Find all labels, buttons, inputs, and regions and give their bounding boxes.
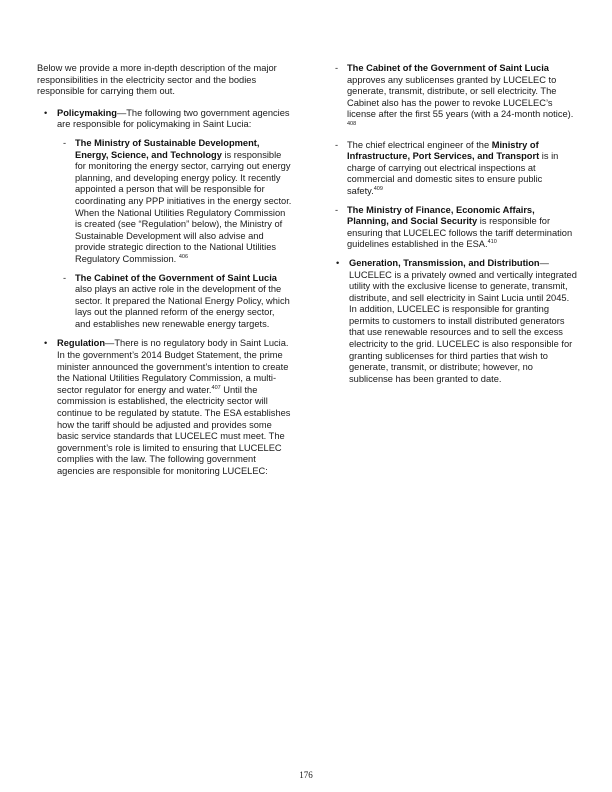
agency-name: The Ministry of Sustainable Development, Energy, Science, and Technology (75, 137, 260, 160)
intro-paragraph: Below we provide a more in-depth description of the major responsibilities in the electricity sector and the bodies responsible for carrying them out. (37, 63, 277, 97)
agency-text: is responsible for ensuring that LUCELEC follows the tariff determination guidelines established in the ESA. (347, 216, 573, 250)
regulation-text-continued: Until the commission is established, the electricity sector will continue to be regulated by statute. The ESA establishes how the tariff should be adjusted and provides some basic service standards that LUCELEC must meet. The government’s role is limited to ensuring that LUCELEC complies with the law. The following government agencies are responsible for monitoring LUCELEC: (57, 384, 291, 476)
agency-name: The Cabinet of the Government of Saint Lucia (347, 63, 549, 73)
agency-item (329, 140, 579, 198)
generation-heading: Generation, Transmission, and Distribution (349, 257, 540, 268)
policymaking-item (37, 108, 292, 331)
agency-text: is responsible for monitoring the energy sector, carrying out energy planning, and developing energy policy. It recently appointed a person that will be responsible for coordinating any PPP initiatives in the energy sector. When the National Utilities Regulatory Commission is created (see “Regulation” below), the Ministry of Sustainable Development will also advise and provide strategic direction to the National Utilities Regulatory Commission. (75, 149, 292, 264)
dash-icon: - (335, 204, 339, 215)
policymaking-text: —The following two government agencies are responsible for policymaking in Saint Lucia: (57, 107, 290, 130)
bullet-icon: • (336, 257, 340, 268)
agency-text: also plays an active role in the development of the sector. It prepared the National Energy Policy, which lays out the planned reform of the energy sector, and establishes new renewable energy targets. (75, 284, 290, 329)
footnote-ref: 410 (487, 239, 497, 246)
agency-name: The Ministry of Finance, Economic Affairs, Planning, and Social Security (347, 204, 535, 227)
generation-item (329, 258, 579, 386)
dash-icon: - (335, 139, 339, 150)
dash-icon: - (335, 63, 339, 73)
agency-item (329, 63, 579, 133)
responsibilities-list-continued (329, 258, 579, 386)
generation-text: —LUCELEC is a privately owned and vertically integrated utility with the exclusive license to generate, transmit, distribute, and sell electricity in Saint Lucia until 2045. In addition, LUCELEC is responsible for granting permits to customers to install distributed generators that use renewable resources and to sell the excess electricity to the grid. LUCELEC is also responsible for granting sublicenses for third parties that wish to generate, transmit, or distribute; however, no sublicense has been granted to date. (349, 257, 577, 384)
dash-icon: - (63, 137, 67, 148)
policymaking-heading: Policymaking (57, 107, 117, 118)
agency-text: approves any sublicenses granted by LUCELEC to generate, transmit, distribute, or sell electricity. The Cabinet also has the power to revoke LUCELEC’s license after the first 55 years (with a 24-month notice). (347, 74, 574, 120)
right-column (329, 63, 579, 393)
agency-item (329, 205, 579, 251)
dash-icon: - (63, 272, 67, 283)
agency-name: The Cabinet of the Government of Saint Lucia (75, 272, 277, 283)
footnote-ref: 407 (211, 384, 221, 391)
agency-item (57, 138, 292, 266)
regulation-heading: Regulation (57, 338, 106, 349)
regulation-text: —There is no regulatory body in Saint Lucia. In the government’s 2014 Budget Statement, the prime minister announced the government’s intention to create the National Utilities Regulatory Commission, a multi-sector regulator for energy and water. (57, 338, 289, 395)
agency-prefix: The chief electrical engineer of the (347, 139, 492, 150)
responsibilities-list (37, 108, 292, 478)
regulation-agencies (329, 63, 579, 251)
left-column (37, 63, 292, 486)
page-number: 176 (299, 770, 313, 780)
footnote-ref: 409 (373, 185, 383, 192)
bullet-icon: • (44, 338, 48, 349)
agency-text: is in charge of carrying out electrical inspections at commercial and domestic sites to ensure public safety. (347, 151, 559, 196)
agency-item (57, 273, 292, 331)
footnote-ref: 408 (347, 120, 357, 127)
bullet-icon: • (44, 107, 48, 118)
footnote-ref: 406 (178, 253, 189, 260)
regulation-item (37, 338, 292, 477)
policymaking-agencies (57, 138, 292, 331)
agency-name: Ministry of Infrastructure, Port Services, and Transport (347, 139, 540, 162)
